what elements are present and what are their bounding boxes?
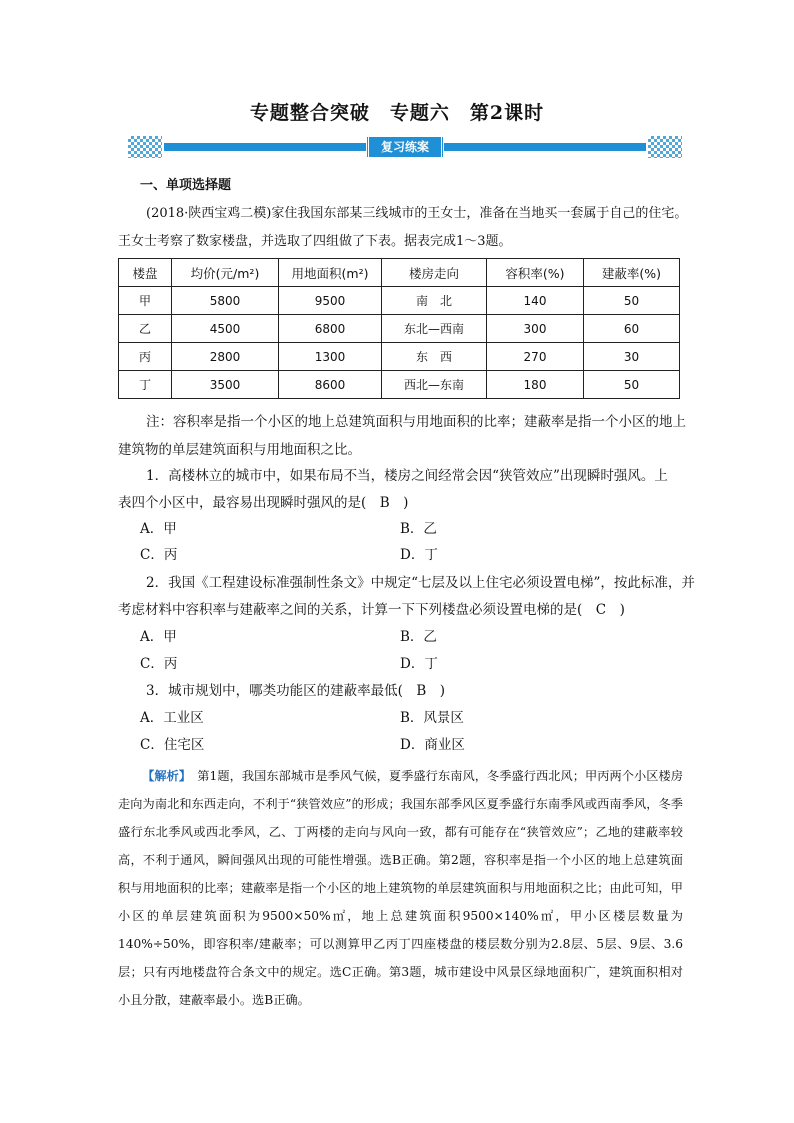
table-cell: 9500 [279, 287, 382, 315]
table-cell: 西北—东南 [382, 371, 487, 399]
question-3-option-a: A．工业区 [140, 710, 204, 726]
note-line-1: 注：容积率是指一个小区的地上总建筑面积与用地面积的比率；建蔽率是指一个小区的地上 [146, 414, 686, 430]
question-3-option-c: C．住宅区 [140, 737, 205, 753]
table-header: 均价(元/m²) [172, 259, 279, 287]
question-1-option-d: D．丁 [400, 547, 438, 563]
question-2-option-b: B．乙 [400, 629, 437, 645]
analysis-paragraph [118, 762, 683, 1014]
table-cell: 270 [487, 343, 584, 371]
analysis-text: 第1题，我国东部城市是季风气候，夏季盛行东南风，冬季盛行西北风；甲丙两个小区楼房走向为南北和东西走向，不利于“狭管效应”的形成；我国东部季风区夏季盛行东南季风或西南季风，冬季盛行东北季风或西北季风，乙、丁两楼的走向与风向一致，都有可能存在“狭管效应”；乙地的建蔽率较高，不利于通风，瞬间强风出现的可能性增强。选B正确。第2题，容积率是指一个小区的地上总建筑面积与用地面积的比率；建蔽率是指一个小区的地上建筑物的单层建筑面积与用地面积之比；由此可知，甲小区的单层建筑面积为9500×50%㎡，地上总建筑面积9500×140%㎡，甲小区楼层数量为140%÷50%，即容积率/建蔽率；可以测算甲乙丙丁四座楼盘的楼层数分别为2.8层、5层、9层、3.6层；只有丙地楼盘符合条文中的规定。选C正确。第3题，城市建设中风景区绿地面积广，建筑面积相对小且分散，建蔽率最小。选B正确。 [118, 769, 683, 1007]
table-cell: 140 [487, 287, 584, 315]
note-line-2: 建筑物的单层建筑面积与用地面积之比。 [118, 442, 361, 458]
table-cell: 50 [584, 371, 680, 399]
table-row [119, 371, 680, 399]
checker-decoration-left [128, 136, 162, 158]
table-cell: 甲 [119, 287, 172, 315]
section-banner [128, 136, 682, 158]
table-header: 楼房走向 [382, 259, 487, 287]
table-cell: 2800 [172, 343, 279, 371]
intro-line-2: 王女士考察了数家楼盘，并选取了四组做了下表。据表完成1～3题。 [118, 234, 512, 249]
table-row [119, 343, 680, 371]
table-row [119, 287, 680, 315]
page-title [0, 98, 794, 125]
question-2-option-a: A．甲 [140, 629, 177, 645]
table-cell: 丁 [119, 371, 172, 399]
question-1-line-2: 表四个小区中，最容易出现瞬时强风的是( B ) [118, 495, 409, 511]
question-2-option-c: C．丙 [140, 656, 178, 672]
table-header-row [119, 259, 680, 287]
question-3-line-1: 3．城市规划中，哪类功能区的建蔽率最低( B ) [146, 683, 446, 699]
question-1-option-b: B．乙 [400, 521, 437, 537]
table-cell: 丙 [119, 343, 172, 371]
title-topic: 专题整合突破 [249, 102, 370, 124]
intro-line-1: (2018·陕西宝鸡二模)家住我国东部某三线城市的王女士，准备在当地买一套属于自己的住宅。 [146, 206, 688, 221]
table-cell: 300 [487, 315, 584, 343]
table-cell: 东 西 [382, 343, 487, 371]
question-1-option-c: C．丙 [140, 547, 178, 563]
question-2-line-1: 2．我国《工程建设标准强制性条文》中规定“七层及以上住宅必须设置电梯”，按此标准，并 [146, 575, 695, 591]
table-cell: 1300 [279, 343, 382, 371]
table-header: 建蔽率(%) [584, 259, 680, 287]
table-cell: 南 北 [382, 287, 487, 315]
title-lesson: 第2课时 [469, 102, 545, 124]
title-chapter: 专题六 [389, 102, 450, 124]
banner-label: 复习练案 [366, 137, 444, 157]
question-1-line-1: 1．高楼林立的城市中，如果布局不当，楼房之间经常会因“狭管效应”出现瞬时强风。上 [146, 468, 668, 484]
table-header: 楼盘 [119, 259, 172, 287]
table-header: 用地面积(m²) [279, 259, 382, 287]
table-cell: 60 [584, 315, 680, 343]
question-3-option-b: B．风景区 [400, 710, 464, 726]
analysis-tag: 【解析】 [142, 769, 185, 783]
table-row [119, 315, 680, 343]
question-2-line-2: 考虑材料中容积率与建蔽率之间的关系，计算一下下列楼盘必须设置电梯的是( C ) [118, 602, 625, 618]
table-cell: 3500 [172, 371, 279, 399]
question-3-option-d: D．商业区 [400, 737, 465, 753]
table-cell: 30 [584, 343, 680, 371]
question-1-option-a: A．甲 [140, 521, 177, 537]
table-cell: 8600 [279, 371, 382, 399]
table-header: 容积率(%) [487, 259, 584, 287]
table-cell: 4500 [172, 315, 279, 343]
question-2-option-d: D．丁 [400, 656, 438, 672]
table-cell: 东北—西南 [382, 315, 487, 343]
table-cell: 5800 [172, 287, 279, 315]
housing-table [118, 258, 680, 399]
table-cell: 乙 [119, 315, 172, 343]
checker-decoration-right [648, 136, 682, 158]
table-cell: 50 [584, 287, 680, 315]
table-cell: 6800 [279, 315, 382, 343]
table-cell: 180 [487, 371, 584, 399]
section-heading: 一、单项选择题 [140, 178, 232, 193]
